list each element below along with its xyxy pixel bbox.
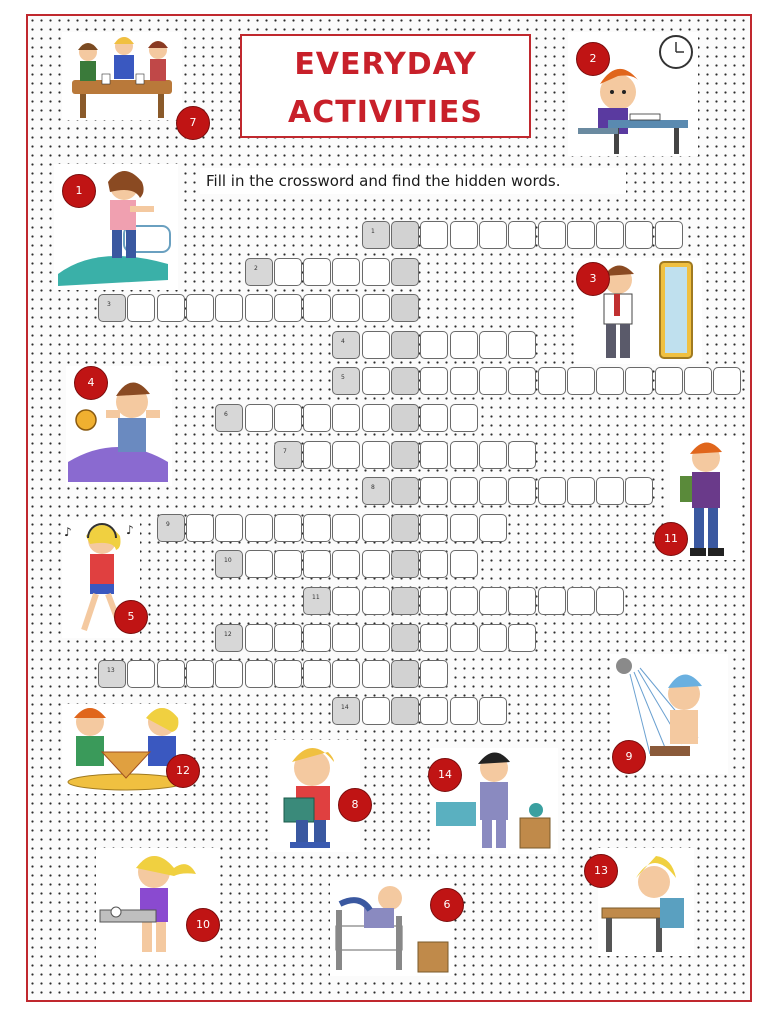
crossword-cell[interactable] bbox=[567, 367, 595, 395]
crossword-cell[interactable] bbox=[420, 514, 448, 542]
crossword-cell[interactable] bbox=[655, 221, 683, 249]
clue-number: 4 bbox=[341, 338, 345, 345]
crossword-cell[interactable] bbox=[186, 660, 214, 688]
crossword-clue-cell[interactable] bbox=[157, 514, 185, 542]
crossword-cell[interactable] bbox=[684, 367, 712, 395]
crossword-cell[interactable] bbox=[362, 331, 390, 359]
crossword-clue-cell[interactable] bbox=[332, 697, 360, 725]
crossword-hidden-word-cell[interactable] bbox=[391, 441, 419, 469]
crossword-hidden-word-cell[interactable] bbox=[391, 550, 419, 578]
crossword-cell[interactable] bbox=[332, 624, 360, 652]
crossword-hidden-word-cell[interactable] bbox=[391, 221, 419, 249]
crossword-cell[interactable] bbox=[596, 367, 624, 395]
svg-text:♪: ♪ bbox=[64, 525, 72, 539]
crossword-cell[interactable] bbox=[450, 221, 478, 249]
crossword-hidden-word-cell[interactable] bbox=[391, 624, 419, 652]
clue-number: 11 bbox=[312, 594, 320, 601]
crossword-cell[interactable] bbox=[420, 367, 448, 395]
crossword-cell[interactable] bbox=[362, 550, 390, 578]
crossword-hidden-word-cell[interactable] bbox=[391, 331, 419, 359]
crossword-cell[interactable] bbox=[303, 294, 331, 322]
crossword-cell[interactable] bbox=[274, 404, 302, 432]
clue-number: 3 bbox=[107, 301, 111, 308]
crossword-cell[interactable] bbox=[303, 404, 331, 432]
crossword-clue-cell[interactable] bbox=[332, 367, 360, 395]
crossword-cell[interactable] bbox=[450, 514, 478, 542]
crossword-cell[interactable] bbox=[332, 514, 360, 542]
crossword-cell[interactable] bbox=[303, 660, 331, 688]
crossword-cell[interactable] bbox=[479, 624, 507, 652]
crossword-cell[interactable] bbox=[420, 331, 448, 359]
crossword-cell[interactable] bbox=[362, 697, 390, 725]
picture-number-badge: 5 bbox=[114, 600, 148, 634]
crossword-cell[interactable] bbox=[303, 258, 331, 286]
crossword-cell[interactable] bbox=[479, 331, 507, 359]
crossword-cell[interactable] bbox=[420, 221, 448, 249]
crossword-clue-cell[interactable] bbox=[362, 221, 390, 249]
crossword-cell[interactable] bbox=[215, 294, 243, 322]
clue-number: 12 bbox=[224, 631, 232, 638]
clue-number: 14 bbox=[341, 704, 349, 711]
crossword-cell[interactable] bbox=[332, 550, 360, 578]
crossword-hidden-word-cell[interactable] bbox=[391, 404, 419, 432]
picture-number-badge: 14 bbox=[428, 758, 462, 792]
crossword-cell[interactable] bbox=[274, 514, 302, 542]
title-box bbox=[240, 34, 531, 138]
crossword-cell[interactable] bbox=[655, 367, 683, 395]
crossword-cell[interactable] bbox=[479, 697, 507, 725]
crossword-cell[interactable] bbox=[508, 221, 536, 249]
crossword-hidden-word-cell[interactable] bbox=[391, 660, 419, 688]
crossword-cell[interactable] bbox=[186, 514, 214, 542]
title-line-1: EVERYDAY bbox=[294, 47, 477, 82]
crossword-clue-cell[interactable] bbox=[215, 550, 243, 578]
crossword-cell[interactable] bbox=[274, 550, 302, 578]
illustration-setting-table bbox=[96, 848, 220, 960]
picture-number-badge: 11 bbox=[654, 522, 688, 556]
crossword-cell[interactable] bbox=[332, 404, 360, 432]
crossword-cell[interactable] bbox=[508, 477, 536, 505]
crossword-cell[interactable] bbox=[625, 221, 653, 249]
crossword-clue-cell[interactable] bbox=[274, 441, 302, 469]
crossword-hidden-word-cell[interactable] bbox=[391, 258, 419, 286]
crossword-cell[interactable] bbox=[479, 441, 507, 469]
crossword-cell[interactable] bbox=[245, 624, 273, 652]
clue-number: 13 bbox=[107, 667, 115, 674]
crossword-clue-cell[interactable] bbox=[362, 477, 390, 505]
crossword-cell[interactable] bbox=[538, 587, 566, 615]
crossword-cell[interactable] bbox=[215, 514, 243, 542]
crossword-cell[interactable] bbox=[479, 587, 507, 615]
picture-number-badge: 12 bbox=[166, 754, 200, 788]
crossword-cell[interactable] bbox=[332, 587, 360, 615]
crossword-hidden-word-cell[interactable] bbox=[391, 587, 419, 615]
crossword-cell[interactable] bbox=[508, 331, 536, 359]
crossword-clue-cell[interactable] bbox=[215, 404, 243, 432]
crossword-cell[interactable] bbox=[127, 294, 155, 322]
clue-number: 7 bbox=[283, 448, 287, 455]
crossword-cell[interactable] bbox=[274, 258, 302, 286]
crossword-cell[interactable] bbox=[245, 550, 273, 578]
illustration-playing-cards bbox=[62, 32, 182, 120]
clue-number: 5 bbox=[341, 374, 345, 381]
crossword-cell[interactable] bbox=[450, 441, 478, 469]
crossword-cell[interactable] bbox=[508, 441, 536, 469]
crossword-cell[interactable] bbox=[186, 294, 214, 322]
picture-number-badge: 3 bbox=[576, 262, 610, 296]
crossword-cell[interactable] bbox=[450, 477, 478, 505]
crossword-hidden-word-cell[interactable] bbox=[391, 367, 419, 395]
crossword-clue-cell[interactable] bbox=[245, 258, 273, 286]
crossword-cell[interactable] bbox=[332, 294, 360, 322]
crossword-cell[interactable] bbox=[362, 624, 390, 652]
crossword-cell[interactable] bbox=[274, 294, 302, 322]
picture-number-badge: 6 bbox=[430, 888, 464, 922]
crossword-cell[interactable] bbox=[420, 624, 448, 652]
crossword-hidden-word-cell[interactable] bbox=[391, 294, 419, 322]
crossword-cell[interactable] bbox=[274, 660, 302, 688]
crossword-cell[interactable] bbox=[538, 477, 566, 505]
crossword-clue-cell[interactable] bbox=[98, 294, 126, 322]
crossword-cell[interactable] bbox=[215, 660, 243, 688]
crossword-clue-cell[interactable] bbox=[303, 587, 331, 615]
crossword-cell[interactable] bbox=[625, 477, 653, 505]
crossword-cell[interactable] bbox=[420, 441, 448, 469]
crossword-clue-cell[interactable] bbox=[98, 660, 126, 688]
svg-text:♪: ♪ bbox=[126, 523, 134, 537]
crossword-cell[interactable] bbox=[538, 367, 566, 395]
crossword-hidden-word-cell[interactable] bbox=[391, 514, 419, 542]
crossword-cell[interactable] bbox=[362, 441, 390, 469]
crossword-cell[interactable] bbox=[508, 624, 536, 652]
crossword-clue-cell[interactable] bbox=[332, 331, 360, 359]
crossword-clue-cell[interactable] bbox=[215, 624, 243, 652]
crossword-cell[interactable] bbox=[479, 514, 507, 542]
crossword-cell[interactable] bbox=[450, 404, 478, 432]
instructions-text: Fill in the crossword and find the hidden words. bbox=[200, 168, 626, 194]
crossword-cell[interactable] bbox=[245, 294, 273, 322]
crossword-cell[interactable] bbox=[420, 697, 448, 725]
crossword-cell[interactable] bbox=[303, 514, 331, 542]
crossword-cell[interactable] bbox=[274, 624, 302, 652]
crossword-cell[interactable] bbox=[450, 367, 478, 395]
crossword-cell[interactable] bbox=[713, 367, 741, 395]
crossword-cell[interactable] bbox=[625, 367, 653, 395]
clue-number: 9 bbox=[166, 521, 170, 528]
crossword-cell[interactable] bbox=[332, 258, 360, 286]
crossword-cell[interactable] bbox=[157, 294, 185, 322]
crossword-cell[interactable] bbox=[567, 477, 595, 505]
picture-number-badge: 10 bbox=[186, 908, 220, 942]
crossword-cell[interactable] bbox=[245, 404, 273, 432]
crossword-cell[interactable] bbox=[362, 367, 390, 395]
crossword-cell[interactable] bbox=[303, 624, 331, 652]
crossword-cell[interactable] bbox=[596, 477, 624, 505]
crossword-cell[interactable] bbox=[450, 550, 478, 578]
crossword-hidden-word-cell[interactable] bbox=[391, 477, 419, 505]
crossword-hidden-word-cell[interactable] bbox=[391, 697, 419, 725]
crossword-cell[interactable] bbox=[362, 258, 390, 286]
crossword-cell[interactable] bbox=[479, 221, 507, 249]
clue-number: 6 bbox=[224, 411, 228, 418]
clue-number: 10 bbox=[224, 557, 232, 564]
picture-number-badge: 7 bbox=[176, 106, 210, 140]
picture-number-badge: 2 bbox=[576, 42, 610, 76]
crossword-cell[interactable] bbox=[450, 697, 478, 725]
crossword-cell[interactable] bbox=[127, 660, 155, 688]
crossword-cell[interactable] bbox=[157, 660, 185, 688]
clue-number: 2 bbox=[254, 265, 258, 272]
crossword-cell[interactable] bbox=[508, 587, 536, 615]
crossword-cell[interactable] bbox=[508, 367, 536, 395]
crossword-cell[interactable] bbox=[245, 514, 273, 542]
crossword-cell[interactable] bbox=[596, 587, 624, 615]
picture-number-badge: 1 bbox=[62, 174, 96, 208]
crossword-cell[interactable] bbox=[303, 441, 331, 469]
crossword-cell[interactable] bbox=[567, 221, 595, 249]
picture-number-badge: 4 bbox=[74, 366, 108, 400]
crossword-cell[interactable] bbox=[362, 587, 390, 615]
crossword-cell[interactable] bbox=[450, 587, 478, 615]
picture-number-badge: 9 bbox=[612, 740, 646, 774]
crossword-cell[interactable] bbox=[362, 660, 390, 688]
title-line-2: ACTIVITIES bbox=[288, 95, 483, 130]
crossword-cell[interactable] bbox=[420, 404, 448, 432]
crossword-cell[interactable] bbox=[420, 550, 448, 578]
crossword-cell[interactable] bbox=[420, 477, 448, 505]
crossword-cell[interactable] bbox=[567, 587, 595, 615]
crossword-cell[interactable] bbox=[479, 477, 507, 505]
crossword-cell[interactable] bbox=[245, 660, 273, 688]
crossword-cell[interactable] bbox=[420, 587, 448, 615]
clue-number: 8 bbox=[371, 484, 375, 491]
crossword-cell[interactable] bbox=[538, 221, 566, 249]
crossword-cell[interactable] bbox=[450, 331, 478, 359]
crossword-cell[interactable] bbox=[596, 221, 624, 249]
clue-number: 1 bbox=[371, 228, 375, 235]
crossword-cell[interactable] bbox=[303, 550, 331, 578]
crossword-cell[interactable] bbox=[362, 404, 390, 432]
crossword-cell[interactable] bbox=[362, 294, 390, 322]
picture-number-badge: 13 bbox=[584, 854, 618, 888]
crossword-cell[interactable] bbox=[450, 624, 478, 652]
crossword-cell[interactable] bbox=[420, 660, 448, 688]
crossword-cell[interactable] bbox=[332, 660, 360, 688]
crossword-cell[interactable] bbox=[362, 514, 390, 542]
crossword-cell[interactable] bbox=[479, 367, 507, 395]
crossword-cell[interactable] bbox=[332, 441, 360, 469]
picture-number-badge: 8 bbox=[338, 788, 372, 822]
